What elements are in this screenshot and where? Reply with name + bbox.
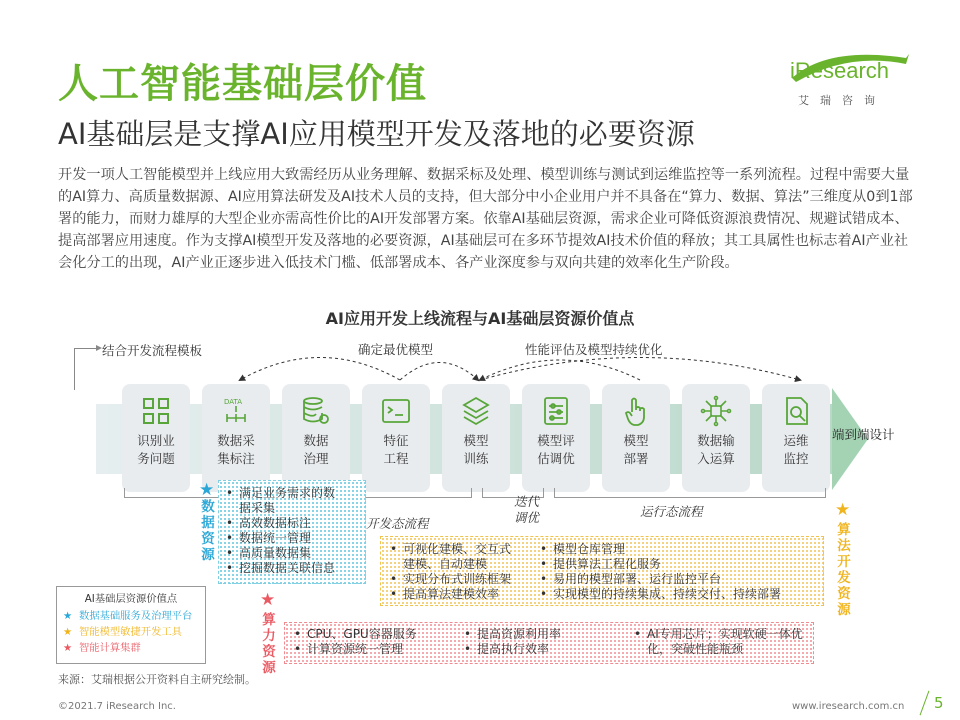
algo-resource-label: 算法开发资源 (837, 522, 851, 618)
iter-stage-label: 迭代 调优 (514, 494, 540, 525)
compute-resource-item: • 提高执行效率 (461, 642, 561, 657)
run-stage-label: 运行态流程 (640, 504, 703, 519)
copyright: ©2021.7 iResearch Inc. (58, 701, 176, 712)
blue-star-icon: ★ (63, 610, 73, 622)
step-data-governance (282, 384, 350, 492)
step-data-labeling (202, 384, 270, 492)
step-label: 模型评 估调优 (537, 433, 575, 466)
step-label: 识别业 务问题 (137, 433, 175, 466)
database-gear-icon (299, 394, 333, 428)
step-model-training (442, 384, 510, 492)
cube-icon (459, 394, 493, 428)
compute-resource-star-icon: ★ (260, 590, 276, 610)
data-resource-item: • 高效数据标注 (223, 516, 361, 531)
source-note: 来源：艾瑞根据公开资料自主研究绘制。 (58, 673, 256, 686)
document-sliders-icon (539, 394, 573, 428)
step-label: 模型 部署 (623, 433, 649, 466)
compute-resource-box (284, 622, 814, 664)
logo-wordmark: iResearch (790, 58, 890, 83)
step-model-deployment (602, 384, 670, 492)
grid-icon (139, 394, 173, 428)
algo-resource-item: • 实现分布式训练框架 (387, 572, 511, 587)
legend-item-label: 数据基础服务及治理平台 (79, 610, 193, 622)
legend-item (63, 640, 199, 656)
algo-resource-box (380, 536, 824, 606)
data-resource-label: 数据资源 (201, 499, 215, 563)
page-subtitle: AI基础层是支撑AI应用模型开发及落地的必要资源 (58, 117, 695, 151)
algo-resource-item: • 模型仓库管理 (537, 542, 781, 557)
eval-loop-arrow-right (480, 358, 800, 381)
compute-resource-label: 算力资源 (262, 612, 276, 676)
compute-resource-item: • 提高资源利用率 (461, 627, 561, 642)
data-resource-star-icon: ★ (199, 480, 215, 500)
algo-resource-star-icon: ★ (835, 500, 851, 520)
optimal-loop-arrow (240, 358, 400, 381)
data-resource-item: • 数据统一管理 (223, 531, 361, 546)
data-resource-box (218, 480, 366, 584)
optimal-model-label: 确定最优模型 (358, 342, 434, 357)
algo-resource-item: • 提供算法工程化服务 (537, 557, 781, 572)
website-link[interactable]: www.iresearch.com.cn (792, 701, 905, 712)
step-label: 运维 监控 (783, 433, 809, 466)
legend-title: AI基础层资源价值点 (84, 593, 178, 605)
hand-pointer-icon (619, 394, 653, 428)
svg-text:DATA: DATA (224, 398, 243, 406)
step-feature-engineering (362, 384, 430, 492)
page-number: 5 (934, 694, 944, 712)
diagram-title: AI应用开发上线流程与AI基础层资源价值点 (325, 309, 635, 328)
step-data-input-compute (682, 384, 750, 492)
intro-paragraph: 开发一项人工智能模型并上线应用大致需经历从业务理解、数据采标及处理、模型训练与测试到运维监控等一系列流程。过程中需要大量的AI算力、高质量数据源、AI应用算法研发及AI技术人员的支持，但大部分中小企业用户并不具备在“算力、数据、算法”三维度从0到1部署的能力，而财力雄厚的大型企业亦需高性价比的AI开发部署方案。依靠AI基础层资源，需求企业可降低资源浪费情况、规避试错成本、提高部署应用速度。作为支撑AI模型开发及落地的必要资源，AI基础层可在多环节提效AI技术价值的释放；其工具属性也标志着AI产业社会化分工的出现，AI产业正逐步进入低技术门槛、低部署成本、各产业深度参与双向共建的效率化生产阶段。 (58, 167, 913, 271)
template-label: 结合开发流程模板 (102, 343, 203, 358)
eval-optimize-label: 性能评估及模型持续优化 (525, 342, 663, 357)
step-label: 数据 治理 (303, 433, 329, 466)
legend (56, 586, 206, 664)
end-to-end-label: 端到端设计 (832, 427, 895, 442)
algo-resource-item: • 提高算法建模效率 (387, 587, 511, 602)
training-loop-arrow (400, 363, 478, 381)
data-resource-item: • 挖掘数据关联信息 (223, 561, 361, 576)
compute-resource-item: • 计算资源统一管理 (291, 642, 417, 657)
page-title: 人工智能基础层价值 (58, 61, 427, 107)
eval-loop-arrow-left (480, 360, 640, 380)
red-star-icon: ★ (63, 642, 73, 654)
algo-resource-item: • 可视化建模、交互式 建模、自动建模 (387, 542, 511, 572)
legend-item (63, 624, 199, 640)
yellow-star-icon: ★ (63, 626, 73, 638)
step-label: 数据输 入运算 (697, 433, 735, 466)
compute-resource-item: • CPU、GPU容器服务 (291, 627, 417, 642)
step-label: 模型 训练 (463, 433, 489, 466)
legend-item-label: 智能计算集群 (79, 642, 141, 654)
step-model-evaluation (522, 384, 590, 492)
legend-item-label: 智能模型敏捷开发工具 (79, 626, 182, 638)
terminal-icon (379, 394, 413, 428)
data-resource-item: • 高质量数据集 (223, 546, 361, 561)
compute-resource-item: • AI专用芯片；实现软硬一体优 化，突破性能瓶颈 (631, 627, 803, 657)
chip-network-icon (699, 394, 733, 428)
document-search-icon (779, 394, 813, 428)
step-ops-monitoring (762, 384, 830, 492)
algo-resource-item: • 实现模型的持续集成、持续交付、持续部署 (537, 587, 781, 602)
algo-resource-item: • 易用的模型部署、运行监控平台 (537, 572, 781, 587)
step-label: 特征 工程 (383, 433, 409, 466)
dev-stage-label: 开发态流程 (366, 516, 429, 531)
legend-item (63, 608, 199, 624)
run-stage-bracket (554, 488, 826, 498)
step-label: 数据采 集标注 (217, 433, 255, 466)
data-resource-item: • 满足业务需求的数 据采集 (223, 486, 361, 516)
step-identify-business (122, 384, 190, 492)
data-tag-icon (219, 394, 253, 428)
logo-subtext: 艾瑞咨询 (798, 94, 886, 107)
